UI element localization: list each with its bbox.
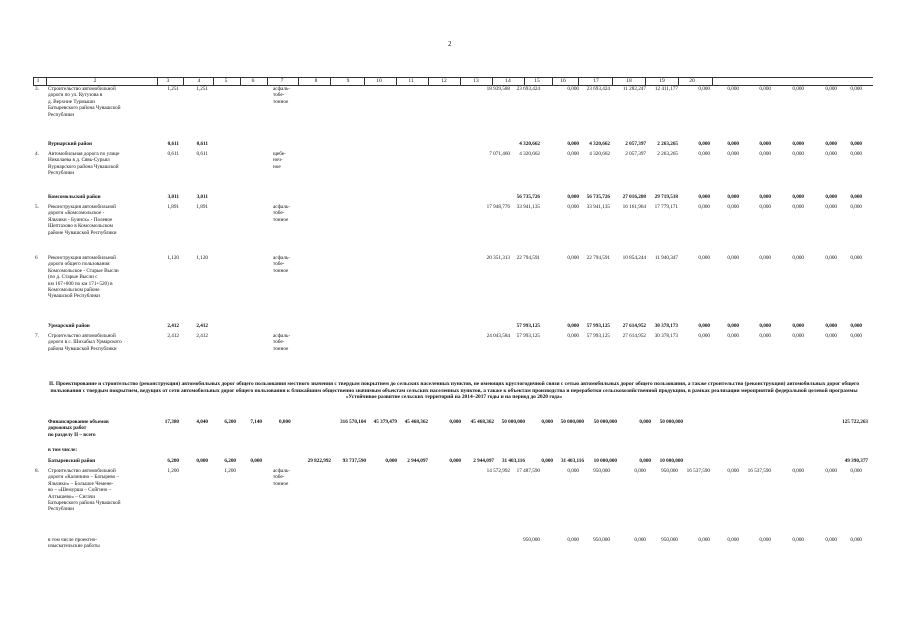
value-cell: 0,000 xyxy=(825,537,837,543)
value-cell: 4 320,662 xyxy=(589,141,610,147)
header-col-6: 6 xyxy=(251,78,255,84)
value-cell: 2 944,097 xyxy=(407,458,428,464)
surface-type-line: асфаль- xyxy=(273,204,291,210)
header-col-1: 1 xyxy=(36,78,40,84)
row-name-line: в том числе: xyxy=(48,447,78,453)
value-cell: 0,000 xyxy=(759,333,771,339)
length-col4: 2,412 xyxy=(196,323,208,329)
length-total: 3,011 xyxy=(167,194,179,200)
header-divider xyxy=(33,77,34,85)
value-cell: 0,000 xyxy=(567,468,579,474)
value-cell: 30 378,173 xyxy=(654,323,678,329)
value-cell: 0,000 xyxy=(567,151,579,157)
value-cell: 0,000 xyxy=(792,323,804,329)
row-name xyxy=(48,333,122,352)
value-cell: 2 263,265 xyxy=(657,141,678,147)
value-cell: 0,000 xyxy=(792,255,804,261)
length-col4: 1,891 xyxy=(196,204,208,210)
value-cell: 950,000 xyxy=(593,537,610,543)
header-divider xyxy=(396,77,397,85)
value-cell: 49 390,377 xyxy=(844,458,868,464)
value-cell: 27 016,208 xyxy=(622,194,646,200)
value-cell: 0,000 xyxy=(759,141,771,147)
surface-type xyxy=(273,151,286,170)
value-cell: 57 993,125 xyxy=(586,323,610,329)
value-cell: 0,000 xyxy=(792,194,804,200)
row-name-line: дороги в с. Шихабыл Урмарского xyxy=(48,339,122,346)
header-col-15: 15 xyxy=(534,78,540,84)
value-cell: 0,000 xyxy=(727,151,739,157)
value-cell: 22 794,591 xyxy=(516,255,540,261)
row-name-line: Республики xyxy=(48,506,75,513)
length-total: 1,120 xyxy=(167,255,179,261)
value-cell: 0,000 xyxy=(698,255,710,261)
value-cell: 0,000 xyxy=(698,194,710,200)
header-col-9: 9 xyxy=(346,78,350,84)
header-col-18: 18 xyxy=(626,78,632,84)
row-name-line: Строительство автомобильной xyxy=(48,86,116,92)
value-cell: 0,000 xyxy=(698,86,710,92)
value-cell: 0,000 xyxy=(639,419,651,425)
value-cell: 950,000 xyxy=(661,537,678,543)
value-cell: 0,000 xyxy=(727,141,739,147)
length-total: 17,380 xyxy=(164,419,179,425)
header-divider xyxy=(157,77,158,85)
value-cell: 20 351,313 xyxy=(486,255,510,261)
row-name xyxy=(48,255,119,300)
row-name xyxy=(48,447,77,453)
row-number: 5. xyxy=(35,204,39,210)
surface-type-line: тобе- xyxy=(273,210,285,217)
value-cell: 0,000 xyxy=(825,86,837,92)
row-name-line: Реконструкция автомобильной xyxy=(48,255,116,261)
header-divider xyxy=(492,77,493,85)
surface-type-line: тонное xyxy=(273,480,289,487)
row-name-line: Автомобильная дорога по улице xyxy=(48,151,120,157)
value-cell: 2 057,397 xyxy=(625,141,646,147)
header-col-10: 10 xyxy=(376,78,382,84)
surface-type xyxy=(273,204,290,223)
header-col-2: 2 xyxy=(93,78,97,84)
header-divider xyxy=(213,77,214,85)
page-number: 2 xyxy=(448,40,452,48)
header-col-17: 17 xyxy=(593,78,599,84)
value-cell: 17 779,171 xyxy=(654,204,678,210)
row-name xyxy=(48,194,101,200)
value-cell: 0,000 xyxy=(727,255,739,261)
length-col4: 4,040 xyxy=(196,419,208,425)
value-cell: 125 722,263 xyxy=(842,419,868,425)
surface-type-line: асфаль- xyxy=(273,468,291,474)
column-header-row xyxy=(33,77,873,86)
length-col5: 6,200 xyxy=(224,419,236,425)
value-cell: 0,000 xyxy=(792,468,804,474)
value-cell: 0,000 xyxy=(727,194,739,200)
value-cell: 0,000 xyxy=(825,194,837,200)
value-cell: 29 719,518 xyxy=(654,194,678,200)
surface-type-line: тонное xyxy=(273,267,289,274)
header-divider xyxy=(578,77,579,85)
length-total: 0,611 xyxy=(167,141,179,147)
row-name-line: Николаева в д. Сявь-Сурьял xyxy=(48,157,110,164)
value-cell: 0,000 xyxy=(792,333,804,339)
length-col4: 0,000 xyxy=(196,458,208,464)
value-cell: 33 941,135 xyxy=(586,204,610,210)
row-name-line: Финансирование объемов xyxy=(48,419,109,425)
value-cell: 0,000 xyxy=(727,537,739,543)
row-name-line: районе Чувашской Республики xyxy=(48,229,117,236)
surface-type-line: тобе- xyxy=(273,261,285,268)
row-name-line: дороги общего пользования xyxy=(48,261,110,268)
value-cell: 0,000 xyxy=(759,151,771,157)
row-name-line: района Чувашской Республики xyxy=(48,345,117,352)
header-divider xyxy=(330,77,331,85)
surface-type-line: асфаль- xyxy=(273,333,291,339)
surface-type-line: ноч- xyxy=(273,157,283,164)
value-cell: 14 572,992 xyxy=(486,468,510,474)
row-name-line: Комсомольский район xyxy=(48,194,101,200)
surface-type-line: асфаль- xyxy=(273,255,291,261)
value-cell: 0,000 xyxy=(825,151,837,157)
surface-type-line: ное xyxy=(273,163,281,170)
length-col5: 1,200 xyxy=(224,468,236,474)
header-divider xyxy=(524,77,525,85)
value-cell: 0,000 xyxy=(792,141,804,147)
value-cell: 27 614,952 xyxy=(622,333,646,339)
value-cell: 0,000 xyxy=(541,458,553,464)
value-cell: 45 379,479 xyxy=(373,419,397,425)
value-cell: 0,000 xyxy=(541,419,553,425)
row-name xyxy=(48,151,119,177)
surface-type-line: тонное xyxy=(273,345,289,352)
value-cell: 22 794,591 xyxy=(586,255,610,261)
row-name-line: Строительство автомобильной xyxy=(48,333,116,339)
value-cell: 0,000 xyxy=(825,204,837,210)
value-cell: 0,000 xyxy=(567,537,579,543)
value-cell: 0,000 xyxy=(698,204,710,210)
value-cell: 16 537,590 xyxy=(686,468,710,474)
value-cell: 0,000 xyxy=(727,204,739,210)
surface-type-line: асфаль- xyxy=(273,86,291,92)
value-cell: 0,000 xyxy=(639,458,651,464)
value-cell: 950,000 xyxy=(523,537,540,543)
value-cell: 56 735,726 xyxy=(586,194,610,200)
value-cell: 0,000 xyxy=(850,86,862,92)
value-cell: 0,000 xyxy=(759,537,771,543)
surface-type-line: тобе- xyxy=(273,92,285,99)
row-name-line: Батыревского района Чувашской xyxy=(48,500,121,507)
value-cell: 11 940,347 xyxy=(654,255,678,261)
surface-type-line: тонное xyxy=(273,216,289,223)
value-cell: 45 468,362 xyxy=(404,419,428,425)
row-name-line: Республики xyxy=(48,170,75,177)
length-total: 1,200 xyxy=(167,468,179,474)
value-cell: 0,000 xyxy=(825,255,837,261)
length-total: 2,412 xyxy=(167,333,179,339)
row-name-line: Реконструкция автомобильной xyxy=(48,204,116,210)
value-cell: 0,000 xyxy=(634,537,646,543)
length-col4: 0,611 xyxy=(196,141,208,147)
value-cell: 0,000 xyxy=(792,204,804,210)
value-cell: 0,000 xyxy=(825,141,837,147)
value-cell: 0,000 xyxy=(698,333,710,339)
value-cell: 31 403,116 xyxy=(560,458,584,464)
value-cell: 50 000,000 xyxy=(501,419,525,425)
length-col4: 3,011 xyxy=(196,194,208,200)
header-divider xyxy=(267,77,268,85)
value-cell: 0,000 xyxy=(850,151,862,157)
header-col-12: 12 xyxy=(441,78,447,84)
surface-type-line: тобе- xyxy=(273,474,285,481)
row-name-line: Вурнарского района Чувашской xyxy=(48,163,119,170)
surface-type-line: тобе- xyxy=(273,339,285,346)
value-cell: 18 939,588 xyxy=(486,86,510,92)
value-cell: 12 411,177 xyxy=(654,86,678,92)
surface-type xyxy=(273,255,290,274)
row-name-line: Урмарский район xyxy=(48,323,90,329)
value-cell: 17 948,776 xyxy=(486,204,510,210)
header-col-11: 11 xyxy=(408,78,414,84)
header-divider xyxy=(46,77,47,85)
value-cell: 0,000 xyxy=(792,86,804,92)
header-divider xyxy=(183,77,184,85)
value-cell: 2 263,265 xyxy=(657,151,678,157)
value-cell: 0,000 xyxy=(567,86,579,92)
surface-type xyxy=(273,333,290,352)
length-col4: 0,611 xyxy=(196,151,208,157)
value-cell: 27 614,952 xyxy=(622,323,646,329)
value-cell: 950,000 xyxy=(593,468,610,474)
header-col-16: 16 xyxy=(560,78,566,84)
value-cell: 0,000 xyxy=(727,86,739,92)
surface-type xyxy=(273,86,290,105)
value-cell: 4 320,662 xyxy=(519,151,540,157)
value-cell: 0,000 xyxy=(759,323,771,329)
value-cell: 0,000 xyxy=(850,537,862,543)
row-name-line: Комсомольском районе xyxy=(48,287,100,294)
value-cell: 10 000,000 xyxy=(659,458,683,464)
header-divider xyxy=(612,77,613,85)
value-cell: 0,000 xyxy=(385,458,397,464)
value-cell: 29 822,992 xyxy=(307,458,331,464)
row-number: 4. xyxy=(35,151,39,157)
value-cell: 0,000 xyxy=(825,333,837,339)
header-divider xyxy=(240,77,241,85)
length-col4: 1,120 xyxy=(196,255,208,261)
row-name xyxy=(48,323,90,329)
surface-type-line: тонное xyxy=(273,98,289,105)
length-col5: 6,200 xyxy=(224,458,236,464)
header-divider xyxy=(460,77,461,85)
value-cell: 0,000 xyxy=(698,151,710,157)
row-name xyxy=(48,204,117,236)
header-col-8: 8 xyxy=(314,78,318,84)
value-cell: 2 944,097 xyxy=(473,458,494,464)
header-divider xyxy=(712,77,713,85)
value-cell: 24 043,584 xyxy=(486,333,510,339)
value-cell: 16 161,964 xyxy=(622,204,646,210)
length-total: 0,611 xyxy=(167,151,179,157)
surface-type-line: щебе- xyxy=(273,151,286,157)
row-name-line: Алтышево» – Сигачи xyxy=(48,493,96,500)
value-cell: 0,000 xyxy=(850,333,862,339)
value-cell: 0,000 xyxy=(727,333,739,339)
length-total: 1,891 xyxy=(167,204,179,210)
header-col-13: 13 xyxy=(473,78,479,84)
value-cell: 950,000 xyxy=(661,468,678,474)
value-cell: 23 693,424 xyxy=(516,86,540,92)
surface-type-line: 0,000 xyxy=(279,419,291,425)
header-col-3: 3 xyxy=(166,78,170,84)
row-name-line: Яльчики - Буинск» - Полевое xyxy=(48,216,113,223)
value-cell: 0,000 xyxy=(727,323,739,329)
value-cell: 10 000,000 xyxy=(593,458,617,464)
length-total: 6,200 xyxy=(167,458,179,464)
header-col-20: 20 xyxy=(689,78,695,84)
row-name-line: дороги «Калинино – Батырево – xyxy=(48,474,120,481)
row-name-line: во – «Шемурша – Сойгино – xyxy=(48,487,112,494)
value-cell: 0,000 xyxy=(449,458,461,464)
value-cell: 0,000 xyxy=(759,204,771,210)
row-name-line: Комсомольское - Старые Высли xyxy=(48,267,119,274)
value-cell: 31 403,116 xyxy=(501,458,525,464)
row-name xyxy=(48,537,100,550)
row-name xyxy=(48,458,95,464)
header-divider xyxy=(645,77,646,85)
value-cell: 0,000 xyxy=(850,323,862,329)
value-cell: 0,000 xyxy=(727,468,739,474)
value-cell: 0,000 xyxy=(850,204,862,210)
row-number: 8. xyxy=(35,468,39,474)
length-col6: 0,000 xyxy=(250,458,262,464)
value-cell: 0,000 xyxy=(850,141,862,147)
value-cell: 50 000,000 xyxy=(659,419,683,425)
value-cell: 0,000 xyxy=(698,537,710,543)
row-name-line: (по д. Старые Высли с xyxy=(48,274,98,281)
value-cell: 17 487,590 xyxy=(516,468,540,474)
row-name xyxy=(48,468,120,513)
value-cell: 0,000 xyxy=(698,141,710,147)
length-col6: 7,140 xyxy=(250,419,262,425)
value-cell: 57 993,125 xyxy=(516,323,540,329)
value-cell: 16 537,590 xyxy=(747,468,771,474)
value-cell: 0,000 xyxy=(850,255,862,261)
value-cell: 0,000 xyxy=(567,141,579,147)
value-cell: 2 057,397 xyxy=(625,151,646,157)
value-cell: 0,000 xyxy=(792,151,804,157)
row-name-line: Батыревского района Чувашской xyxy=(48,105,121,112)
row-name-line: изыскательские работы xyxy=(48,543,100,550)
header-divider xyxy=(298,77,299,85)
row-name xyxy=(48,141,92,147)
value-cell: 7 071,460 xyxy=(489,151,510,157)
value-cell: 0,000 xyxy=(449,419,461,425)
value-cell: 57 993,125 xyxy=(516,333,540,339)
row-number: 6 xyxy=(35,255,38,261)
value-cell: 316 570,104 xyxy=(340,419,366,425)
row-name-line: Вурнарский район xyxy=(48,141,92,147)
row-name-line: Республики xyxy=(48,111,75,118)
value-cell: 0,000 xyxy=(825,323,837,329)
value-cell: 30 378,173 xyxy=(654,333,678,339)
row-name-line: по разделу II – всего xyxy=(48,431,96,438)
value-cell: 56 735,726 xyxy=(516,194,540,200)
length-total: 2,412 xyxy=(167,323,179,329)
row-name-line: Батыревский район xyxy=(48,458,96,464)
surface-type xyxy=(273,468,290,487)
row-name-line: Яльчики» – Большое Чеменe- xyxy=(48,480,114,487)
header-divider xyxy=(552,77,553,85)
surface-type xyxy=(279,419,291,425)
row-name-line: дороги «Комсомольское - xyxy=(48,210,105,217)
value-cell: 50 000,000 xyxy=(593,419,617,425)
row-name xyxy=(48,86,120,118)
row-number: 3. xyxy=(35,86,39,92)
row-name-line: км 167+000 по км 171+520) в xyxy=(48,280,113,287)
header-col-4: 4 xyxy=(197,78,201,84)
row-name-line: Строительство автомобильной xyxy=(48,468,116,474)
value-cell: 0,000 xyxy=(567,255,579,261)
length-col4: 1,251 xyxy=(196,86,208,92)
row-name-line: дорожных работ xyxy=(48,425,87,432)
value-cell: 45 468,362 xyxy=(470,419,494,425)
value-cell: 0,000 xyxy=(698,323,710,329)
value-cell: 0,000 xyxy=(634,468,646,474)
value-cell: 0,000 xyxy=(759,194,771,200)
value-cell: 0,000 xyxy=(567,323,579,329)
value-cell: 0,000 xyxy=(567,204,579,210)
value-cell: 4 320,662 xyxy=(519,141,540,147)
row-name-line: д. Верхние Турмыши xyxy=(48,98,95,105)
value-cell: 0,000 xyxy=(850,468,862,474)
row-name-line: в том числе проектно- xyxy=(48,537,98,543)
value-cell: 0,000 xyxy=(567,194,579,200)
row-name-line: Шептахово в Комсомольском xyxy=(48,223,113,230)
value-cell: 0,000 xyxy=(759,255,771,261)
header-col-7: 7 xyxy=(280,78,284,84)
row-name xyxy=(48,419,109,438)
row-number: 7. xyxy=(35,333,39,339)
row-name-line: дороги по ул. Кутузова в xyxy=(48,92,103,99)
length-total: 1,251 xyxy=(167,86,179,92)
value-cell: 50 000,000 xyxy=(560,419,584,425)
value-cell: 11 282,247 xyxy=(622,86,646,92)
header-col-19: 19 xyxy=(659,78,665,84)
header-divider xyxy=(364,77,365,85)
value-cell: 0,000 xyxy=(567,333,579,339)
header-divider xyxy=(678,77,679,85)
header-divider xyxy=(428,77,429,85)
value-cell: 0,000 xyxy=(850,194,862,200)
value-cell: 4 320,662 xyxy=(589,151,610,157)
value-cell: 0,000 xyxy=(759,86,771,92)
value-cell: 23 693,424 xyxy=(586,86,610,92)
value-cell: 0,000 xyxy=(825,468,837,474)
header-col-5: 5 xyxy=(224,78,228,84)
length-col4: 2,412 xyxy=(196,333,208,339)
value-cell: 0,000 xyxy=(792,537,804,543)
value-cell: 93 737,590 xyxy=(342,458,366,464)
header-col-14: 14 xyxy=(505,78,511,84)
section-title: II. Проектирование и строительство (реконструкция) автомобильных дорог общего пользования местного значения с твердым покрытием до сельских населенных пунктов, не имеющих круглогодичной связи с сетью автомобильных дорог общего пользования, а также строительство (реконструкция) автомобильных дорог общего пользования с твердым покрытием, ведущих от сети автомобильных дорог общего пользования к ближайшим общественно значимым объектам сельских населенных пунктов, а также к объектам производства и переработки сельскохозяйственной продукции, в рамках реализации мероприятий федеральной целевой программы «Устойчивое развитие сельских территорий на 2014–2017 годы и на период до 2020 года» xyxy=(48,381,860,401)
value-cell: 33 941,135 xyxy=(516,204,540,210)
value-cell: 10 854,244 xyxy=(622,255,646,261)
value-cell: 57 993,125 xyxy=(586,333,610,339)
row-name-line: Чувашской Республики xyxy=(48,293,100,300)
